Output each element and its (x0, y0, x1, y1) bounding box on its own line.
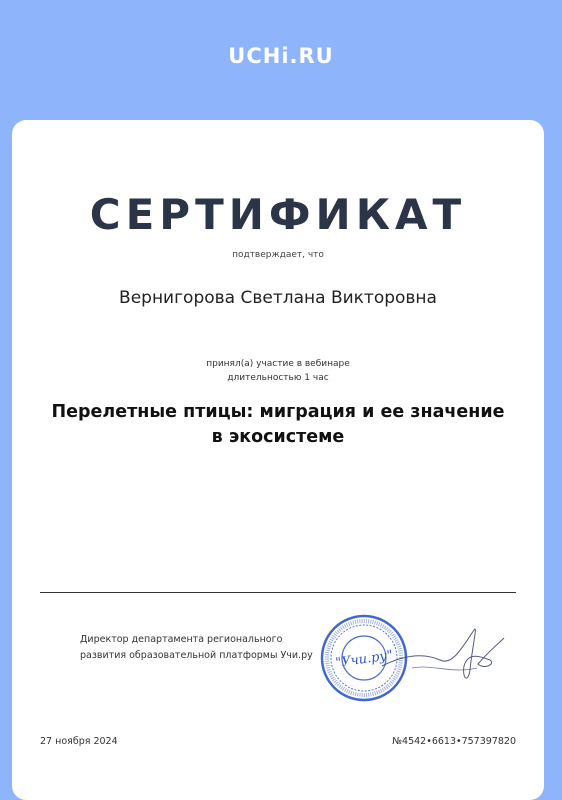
director-line-1: Директор департамента регионального (80, 634, 283, 645)
certificate-title: СЕРТИФИКАТ (89, 190, 467, 239)
brand-logo: UCHi.RU (228, 44, 334, 68)
webinar-title-line-1: Перелетные птицы: миграция и ее значение (51, 402, 505, 422)
stamp-center-text: "Учи.ру" (334, 648, 394, 671)
certificate-number: №4542•6613•757397820 (392, 736, 516, 747)
participation-text (12, 357, 544, 385)
webinar-title-line-2: в экосистеме (211, 427, 345, 447)
recipient-name: Вернигорова Светлана Викторовна (119, 288, 437, 308)
participation-line-1: принял(а) участие в вебинаре (206, 359, 350, 369)
director-line-2: развития образовательной платформы Учи.ру (80, 650, 313, 661)
official-stamp-icon (322, 616, 406, 700)
confirms-text: подтверждает, что (232, 250, 324, 260)
webinar-title (42, 400, 514, 450)
certificate-card (12, 120, 544, 800)
stamp-and-signature (312, 608, 512, 708)
issue-date: 27 ноября 2024 (40, 736, 118, 747)
signature-divider (40, 592, 516, 593)
participation-line-2: длительностью 1 час (227, 373, 329, 383)
director-title (80, 632, 313, 664)
